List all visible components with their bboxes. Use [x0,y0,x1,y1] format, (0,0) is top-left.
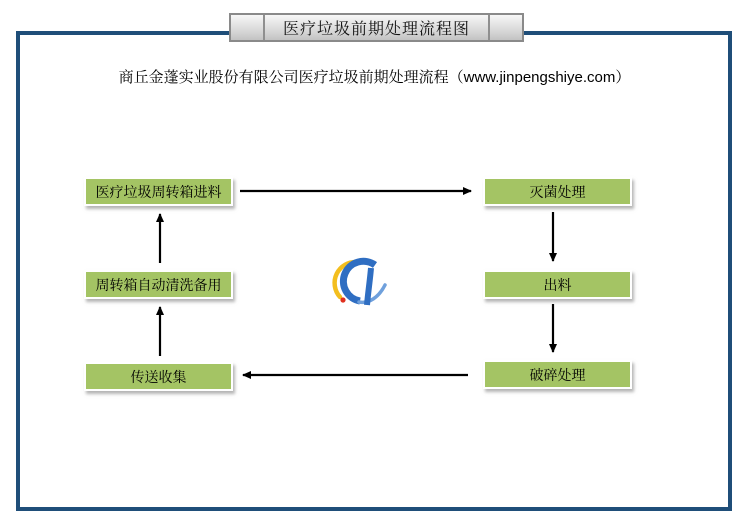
page-title: 医疗垃圾前期处理流程图 [282,21,470,38]
flow-node-convey: 传送收集 [84,362,233,391]
flow-node-crush: 破碎处理 [483,360,632,389]
diagram-subtitle: 商丘金蓬实业股份有限公司医疗垃圾前期处理流程（www.jinpengshiye.com） [118,69,631,86]
flow-node-feed: 医疗垃圾周转箱进料 [84,177,233,206]
jinpeng-logo-icon [327,255,391,315]
flow-node-sterilize: 灭菌处理 [483,177,632,206]
flow-node-discharge: 出料 [483,270,632,299]
title-tab-left-segment [231,15,265,40]
title-tab-right-segment [488,15,522,40]
flow-node-wash: 周转箱自动清洗备用 [84,270,233,299]
title-tab [229,13,524,42]
